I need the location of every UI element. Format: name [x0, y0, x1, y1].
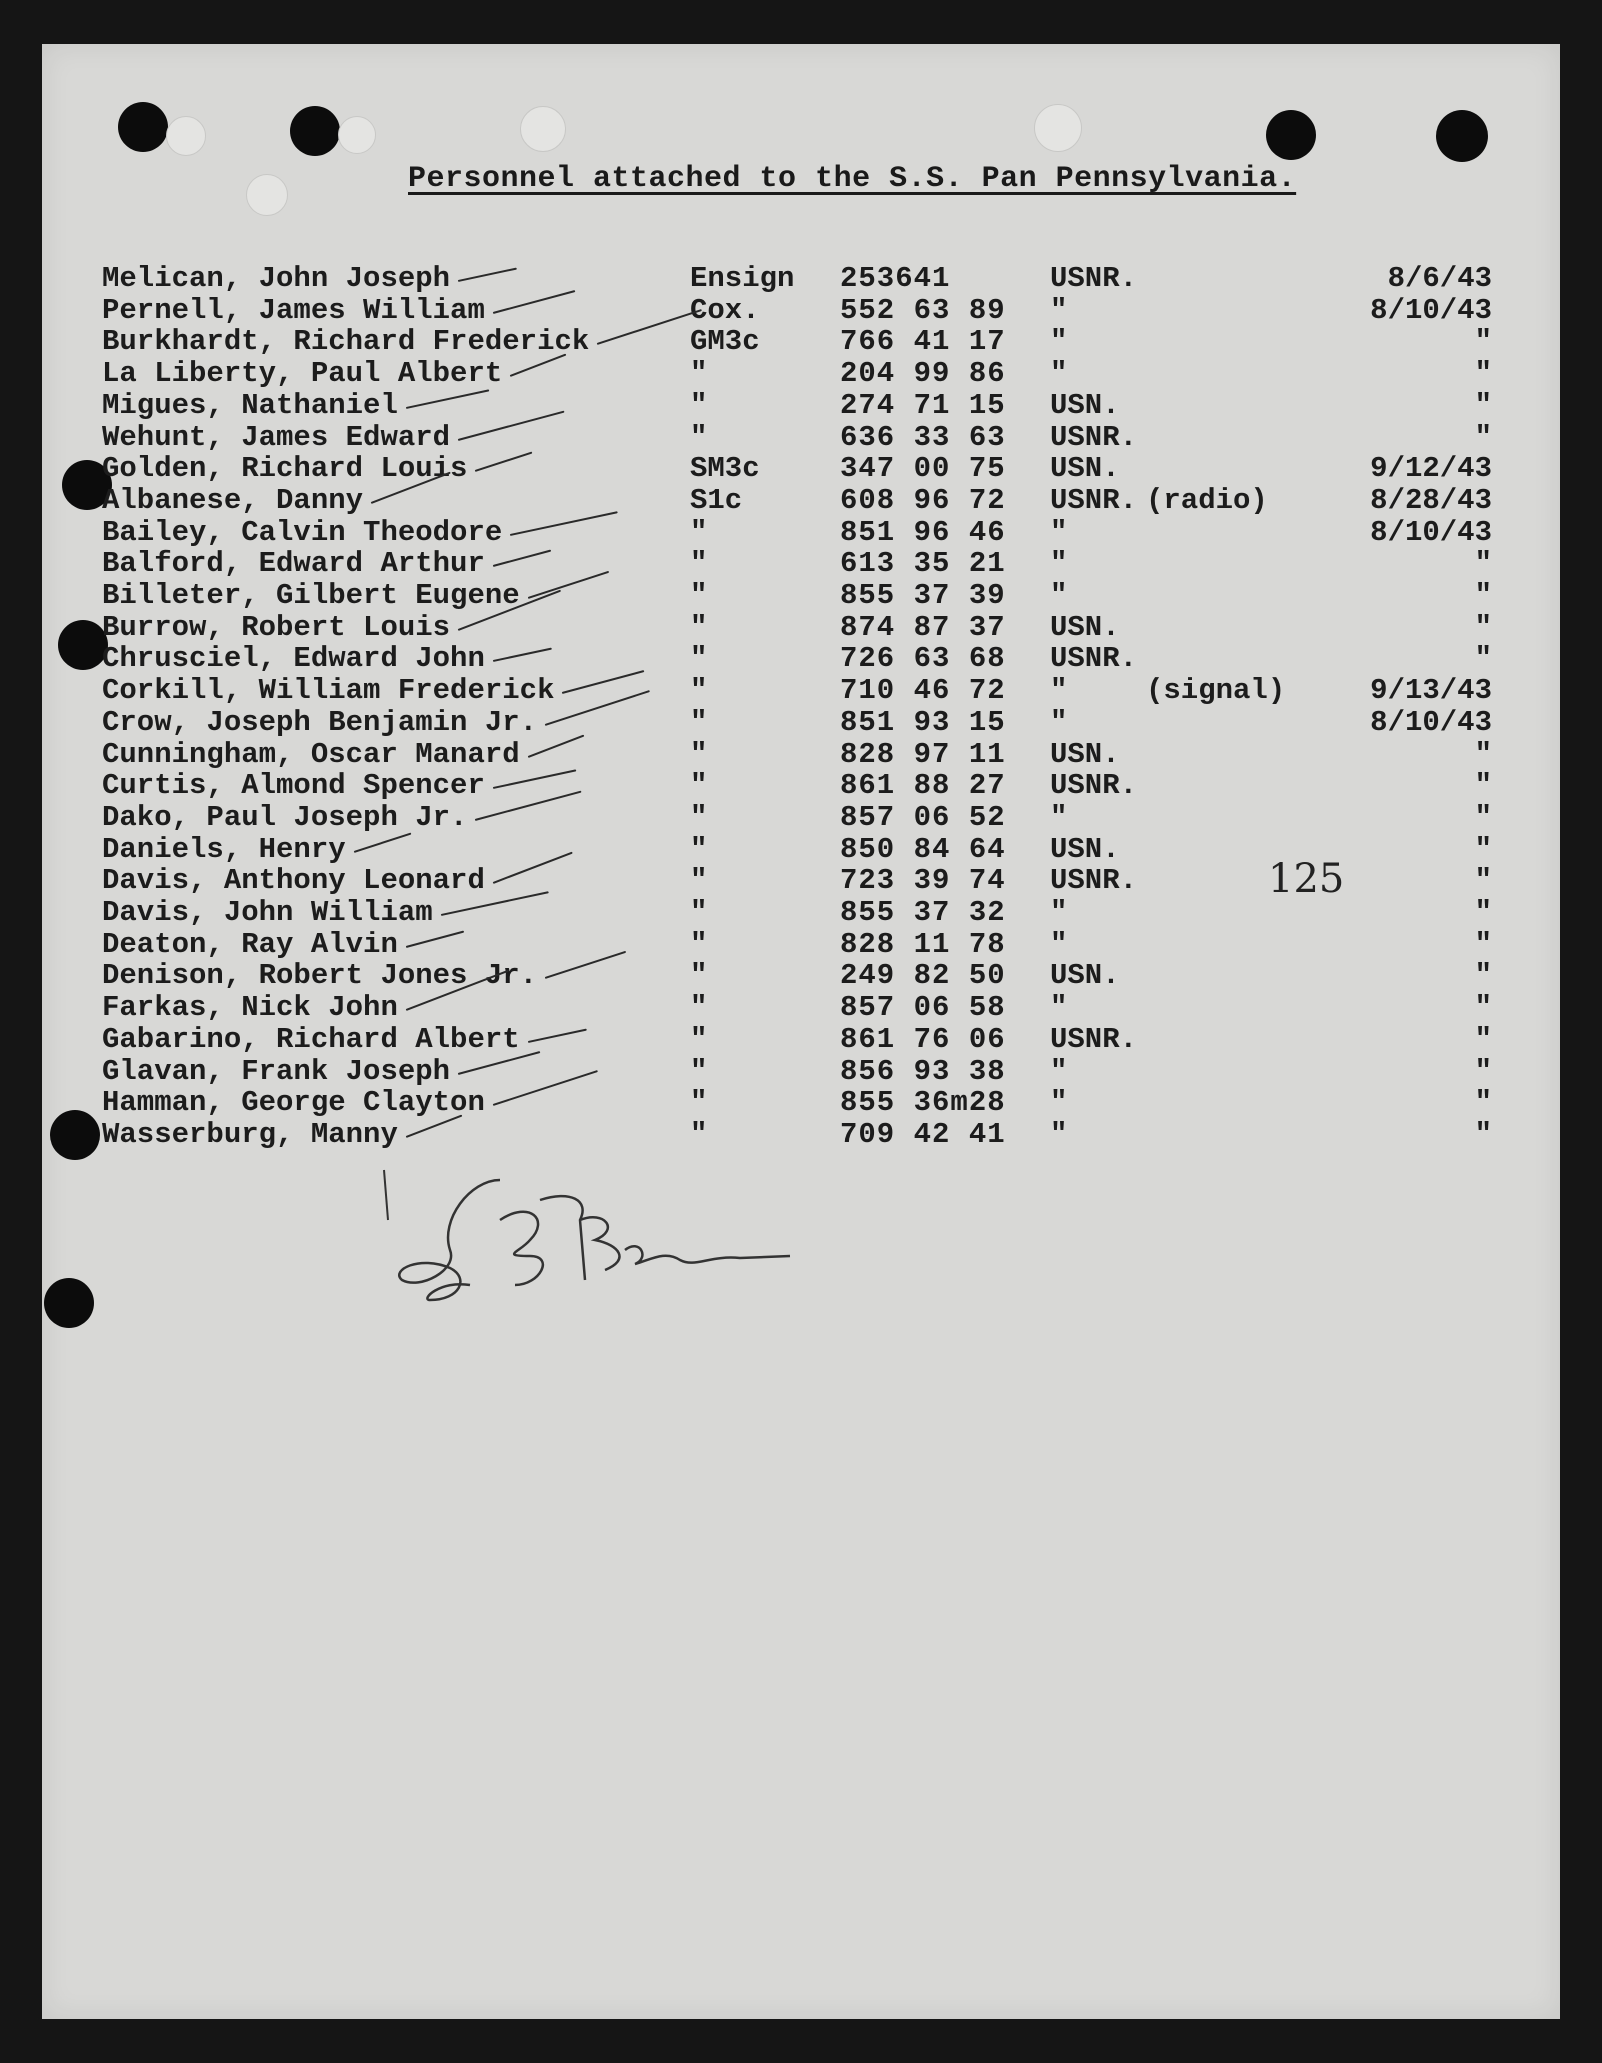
- personnel-rate: ": [690, 705, 708, 739]
- personnel-row: [0, 674, 1602, 706]
- personnel-row: [0, 706, 1602, 738]
- attachment-date: 9/12/43: [1370, 452, 1492, 486]
- service-branch: USN.: [1050, 737, 1120, 771]
- attachment-date: 8/10/43: [1370, 705, 1492, 739]
- service-number: 274 71 15: [840, 388, 1006, 422]
- attachment-date: ": [1474, 769, 1492, 803]
- personnel-row: [0, 516, 1602, 548]
- document-title: Personnel attached to the S.S. Pan Pennsylvania.: [408, 162, 1297, 196]
- personnel-rate: Ensign: [690, 262, 795, 295]
- service-branch: USN.: [1050, 452, 1120, 486]
- personnel-row: [0, 579, 1602, 611]
- ghost-hole: [520, 106, 566, 152]
- personnel-name: Curtis, Almond Spencer: [102, 769, 485, 803]
- service-branch: USN.: [1050, 832, 1120, 866]
- attachment-date: ": [1474, 642, 1492, 676]
- attachment-date: ": [1474, 1022, 1492, 1056]
- service-number: 850 84 64: [840, 832, 1006, 866]
- personnel-row: [0, 1055, 1602, 1087]
- ghost-hole: [246, 174, 288, 216]
- personnel-name: Bailey, Calvin Theodore: [102, 515, 503, 549]
- personnel-rate: ": [690, 547, 708, 581]
- service-number: 861 76 06: [840, 1022, 1006, 1056]
- personnel-row: [0, 389, 1602, 421]
- personnel-name: Pernell, James William: [102, 293, 485, 327]
- personnel-rate: ": [690, 1086, 708, 1120]
- personnel-rate: ": [690, 991, 708, 1025]
- service-number: 874 87 37: [840, 610, 1006, 644]
- personnel-note: (signal): [1146, 674, 1286, 708]
- personnel-rate: ": [690, 1117, 708, 1151]
- attachment-date: ": [1474, 547, 1492, 581]
- personnel-name: Gabarino, Richard Albert: [102, 1022, 520, 1056]
- personnel-name: Wasserburg, Manny: [102, 1117, 398, 1151]
- ghost-hole: [166, 116, 206, 156]
- attachment-date: ": [1474, 896, 1492, 929]
- personnel-name: Melican, John Joseph: [102, 262, 451, 295]
- personnel-rate: ": [690, 864, 708, 898]
- personnel-name: Billeter, Gilbert Eugene: [102, 579, 520, 612]
- personnel-row: [0, 325, 1602, 357]
- attachment-date: ": [1474, 325, 1492, 359]
- personnel-name: Davis, John William: [102, 896, 433, 929]
- service-number: 828 11 78: [840, 927, 1006, 961]
- personnel-rate: GM3c: [690, 325, 760, 359]
- personnel-row: [0, 294, 1602, 326]
- personnel-name: Wehunt, James Edward: [102, 420, 451, 454]
- personnel-row: [0, 1023, 1602, 1055]
- service-number: 723 39 74: [840, 864, 1006, 898]
- service-branch: ": [1050, 896, 1068, 929]
- service-branch: ": [1050, 579, 1068, 612]
- service-branch: ": [1050, 705, 1068, 739]
- service-branch: ": [1050, 674, 1068, 708]
- attachment-date: ": [1474, 357, 1492, 391]
- personnel-row: [0, 896, 1602, 928]
- attachment-date: ": [1474, 610, 1492, 644]
- personnel-name: Farkas, Nick John: [102, 991, 398, 1025]
- personnel-rate: ": [690, 896, 708, 929]
- personnel-name: Golden, Richard Louis: [102, 452, 468, 486]
- personnel-name: Cunningham, Oscar Manard: [102, 737, 520, 771]
- service-branch: USNR.: [1050, 262, 1138, 295]
- personnel-name: Hamman, George Clayton: [102, 1086, 485, 1120]
- personnel-note: (radio): [1146, 483, 1268, 517]
- service-number: 552 63 89: [840, 293, 1006, 327]
- service-number: 608 96 72: [840, 483, 1006, 517]
- service-branch: ": [1050, 1086, 1068, 1120]
- personnel-row: [0, 1118, 1602, 1150]
- personnel-row: [0, 262, 1602, 294]
- service-number: 613 35 21: [840, 547, 1006, 581]
- attachment-date: 9/13/43: [1370, 674, 1492, 708]
- service-branch: USNR.: [1050, 420, 1138, 454]
- service-number: 857 06 52: [840, 800, 1006, 834]
- attachment-date: ": [1474, 1086, 1492, 1120]
- attachment-date: ": [1474, 927, 1492, 961]
- service-branch: USN.: [1050, 610, 1120, 644]
- service-number: 851 96 46: [840, 515, 1006, 549]
- attachment-date: ": [1474, 864, 1492, 898]
- service-branch: ": [1050, 1054, 1068, 1088]
- personnel-name: Burkhardt, Richard Frederick: [102, 325, 590, 359]
- service-branch: USNR.: [1050, 483, 1138, 517]
- personnel-rate: ": [690, 959, 708, 993]
- personnel-name: Davis, Anthony Leonard: [102, 864, 485, 898]
- personnel-name: Chrusciel, Edward John: [102, 642, 485, 676]
- personnel-rate: ": [690, 388, 708, 422]
- personnel-rate: ": [690, 1054, 708, 1088]
- punch-hole: [1436, 110, 1488, 162]
- personnel-name: Burrow, Robert Louis: [102, 610, 451, 644]
- personnel-name: Denison, Robert Jones Jr.: [102, 959, 538, 993]
- personnel-rate: Cox.: [690, 293, 760, 327]
- personnel-name: Migues, Nathaniel: [102, 388, 398, 422]
- personnel-rate: ": [690, 357, 708, 391]
- personnel-rate: ": [690, 832, 708, 866]
- personnel-row: [0, 484, 1602, 516]
- service-number: 855 37 39: [840, 579, 1006, 612]
- attachment-date: ": [1474, 800, 1492, 834]
- service-branch: ": [1050, 800, 1068, 834]
- service-branch: ": [1050, 1117, 1068, 1151]
- service-branch: ": [1050, 515, 1068, 549]
- attachment-date: 8/10/43: [1370, 293, 1492, 327]
- personnel-rate: S1c: [690, 483, 743, 517]
- punch-hole: [290, 106, 340, 156]
- service-branch: USNR.: [1050, 1022, 1138, 1056]
- personnel-row: [0, 864, 1602, 896]
- personnel-row: [0, 642, 1602, 674]
- ghost-hole: [338, 116, 376, 154]
- attachment-date: 8/6/43: [1387, 262, 1492, 295]
- service-number: 636 33 63: [840, 420, 1006, 454]
- service-branch: USN.: [1050, 388, 1120, 422]
- personnel-rate: SM3c: [690, 452, 760, 486]
- personnel-rate: ": [690, 769, 708, 803]
- personnel-name: Daniels, Henry: [102, 832, 346, 866]
- personnel-rate: ": [690, 579, 708, 612]
- personnel-row: [0, 421, 1602, 453]
- service-number: 709 42 41: [840, 1117, 1006, 1151]
- attachment-date: 8/28/43: [1370, 483, 1492, 517]
- attachment-date: ": [1474, 1054, 1492, 1088]
- service-branch: ": [1050, 991, 1068, 1025]
- page-number: 125: [1268, 856, 1345, 902]
- personnel-name: Glavan, Frank Joseph: [102, 1054, 451, 1088]
- service-number: 857 06 58: [840, 991, 1006, 1025]
- service-branch: ": [1050, 357, 1068, 391]
- personnel-rate: ": [690, 927, 708, 961]
- personnel-name: Albanese, Danny: [102, 483, 364, 517]
- service-number: 828 97 11: [840, 737, 1006, 771]
- personnel-rate: ": [690, 1022, 708, 1056]
- personnel-row: [0, 959, 1602, 991]
- service-branch: USNR.: [1050, 769, 1138, 803]
- service-branch: USNR.: [1050, 642, 1138, 676]
- personnel-row: [0, 801, 1602, 833]
- service-number: 204 99 86: [840, 357, 1006, 391]
- handwritten-signature: [380, 1160, 800, 1310]
- personnel-rate: ": [690, 737, 708, 771]
- service-number: 347 00 75: [840, 452, 1006, 486]
- personnel-rate: ": [690, 642, 708, 676]
- punch-hole: [1266, 110, 1316, 160]
- personnel-row: [0, 452, 1602, 484]
- personnel-rate: ": [690, 610, 708, 644]
- personnel-row: [0, 1086, 1602, 1118]
- attachment-date: ": [1474, 1117, 1492, 1151]
- personnel-row: [0, 991, 1602, 1023]
- service-number: 855 37 32: [840, 896, 1006, 929]
- service-number: 249 82 50: [840, 959, 1006, 993]
- attachment-date: ": [1474, 420, 1492, 454]
- service-branch: USN.: [1050, 959, 1120, 993]
- punch-hole: [44, 1278, 94, 1328]
- attachment-date: ": [1474, 579, 1492, 612]
- personnel-row: [0, 611, 1602, 643]
- personnel-name: Crow, Joseph Benjamin Jr.: [102, 705, 538, 739]
- personnel-row: [0, 928, 1602, 960]
- service-number: 253641: [840, 262, 951, 295]
- attachment-date: ": [1474, 832, 1492, 866]
- personnel-row: [0, 547, 1602, 579]
- personnel-rate: ": [690, 420, 708, 454]
- personnel-name: Dako, Paul Joseph Jr.: [102, 800, 468, 834]
- ghost-hole: [1034, 104, 1082, 152]
- personnel-row: [0, 738, 1602, 770]
- punch-hole: [118, 102, 168, 152]
- service-branch: ": [1050, 325, 1068, 359]
- service-number: 851 93 15: [840, 705, 1006, 739]
- personnel-row: [0, 769, 1602, 801]
- personnel-rate: ": [690, 674, 708, 708]
- personnel-name: La Liberty, Paul Albert: [102, 357, 503, 391]
- service-number: 856 93 38: [840, 1054, 1006, 1088]
- attachment-date: 8/10/43: [1370, 515, 1492, 549]
- attachment-date: ": [1474, 388, 1492, 422]
- service-number: 710 46 72: [840, 674, 1006, 708]
- personnel-name: Balford, Edward Arthur: [102, 547, 485, 581]
- personnel-row: [0, 833, 1602, 865]
- attachment-date: ": [1474, 737, 1492, 771]
- service-number: 861 88 27: [840, 769, 1006, 803]
- service-branch: USNR.: [1050, 864, 1138, 898]
- personnel-rate: ": [690, 800, 708, 834]
- personnel-rate: ": [690, 515, 708, 549]
- personnel-name: Deaton, Ray Alvin: [102, 927, 398, 961]
- attachment-date: ": [1474, 959, 1492, 993]
- attachment-date: ": [1474, 991, 1492, 1025]
- personnel-row: [0, 357, 1602, 389]
- service-number: 726 63 68: [840, 642, 1006, 676]
- service-branch: ": [1050, 927, 1068, 961]
- service-number: 766 41 17: [840, 325, 1006, 359]
- service-number: 855 36m28: [840, 1086, 1006, 1120]
- service-branch: ": [1050, 547, 1068, 581]
- personnel-name: Corkill, William Frederick: [102, 674, 555, 708]
- service-branch: ": [1050, 293, 1068, 327]
